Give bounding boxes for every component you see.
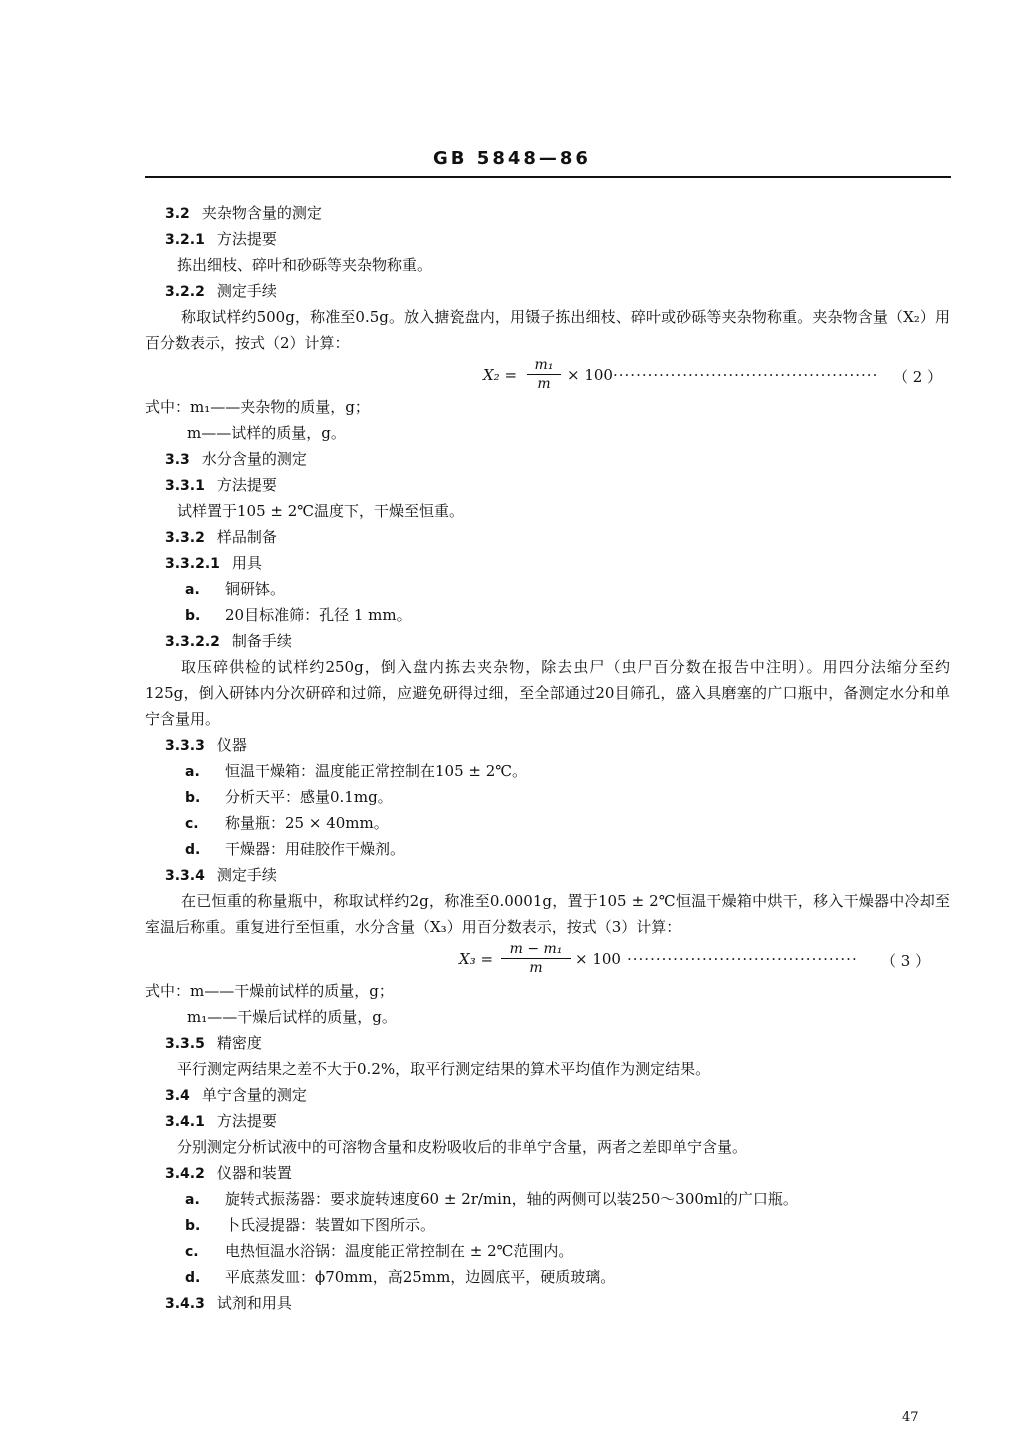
document-body [145,200,950,1316]
list-text: 卜氏浸提器：装置如下图所示。 [225,1216,436,1234]
section-title: 测定手续 [216,282,277,300]
list-item [145,758,950,784]
section-number: 3.3 [165,452,190,468]
section-number: 3.2 [165,206,190,222]
section-number: 3.3.4 [165,868,205,884]
section-number: 3.3.1 [165,478,205,494]
section-3-3-3-heading [145,732,950,758]
section-number: 3.4 [165,1088,190,1104]
paragraph: 分别测定分析试液中的可溶物含量和皮粉吸收后的非单宁含量，两者之差即单宁含量。 [177,1138,748,1156]
list-marker: d. [185,842,201,858]
section-3-3-2-heading [145,524,950,550]
paragraph: 平行测定两结果之差不大于0.2%，取平行测定结果的算术平均值作为测定结果。 [177,1060,711,1078]
list-marker: a. [185,764,200,780]
where-clause: m₁——干燥后试样的质量，g。 [187,1008,397,1026]
formula-fraction [527,356,561,393]
list-marker: a. [185,1192,200,1208]
formula-3 [145,940,950,978]
equation-number: （ 2 ） [893,368,943,386]
list-marker: c. [185,816,199,832]
list-item [145,810,950,836]
section-title: 制备手续 [231,632,292,650]
list-text: 恒温干燥箱：温度能正常控制在105 ± 2℃。 [225,762,528,780]
section-number: 3.3.5 [165,1036,205,1052]
formula-multiplier: × 100 [567,366,613,384]
list-text: 分析天平：感量0.1mg。 [225,788,393,806]
section-title: 用具 [231,554,262,572]
section-3-2-1-heading [145,226,950,252]
section-number: 3.3.2 [165,530,205,546]
list-item [145,1186,950,1212]
section-number: 3.3.2.1 [165,556,220,572]
section-number: 3.4.3 [165,1296,205,1312]
where-clause: m——试样的质量，g。 [187,424,346,442]
section-title: 方法提要 [216,1112,277,1130]
page-number: 47 [902,1410,919,1425]
section-title: 夹杂物含量的测定 [201,204,322,222]
list-text: 电热恒温水浴锅：温度能正常控制在 ± 2℃范围内。 [225,1242,574,1260]
formula-lhs: X₃ = [459,950,494,968]
list-item [145,1212,950,1238]
section-3-4-3-heading [145,1290,950,1316]
fraction-denominator: m [529,960,543,976]
paragraph: 试样置于105 ± 2℃温度下，干燥至恒重。 [177,502,465,520]
list-text: 平底蒸发皿：ϕ70mm，高25mm，边圆底平，硬质玻璃。 [225,1268,616,1286]
section-title: 方法提要 [216,230,277,248]
list-text: 干燥器：用硅胶作干燥剂。 [225,840,406,858]
formula-fraction [501,940,571,977]
section-3-2-heading [145,200,950,226]
where-clause: 式中：m₁——夹杂物的质量，g； [145,398,370,416]
list-item [145,602,950,628]
section-number: 3.4.2 [165,1166,205,1182]
list-marker: c. [185,1244,199,1260]
section-title: 测定手续 [216,866,277,884]
section-3-3-2-2-heading [145,628,950,654]
section-3-3-2-1-heading [145,550,950,576]
section-number: 3.4.1 [165,1114,205,1130]
section-title: 仪器 [216,736,247,754]
paragraph: 称取试样约500g，称准至0.5g。放入搪瓷盘内，用镊子拣出细枝、碎叶或砂砾等夹杂物称重。夹杂物含量（X₂）用百分数表示，按式（2）计算： [145,308,950,352]
section-number: 3.2.2 [165,284,205,300]
formula-2 [145,356,950,394]
where-clause: 式中：m——干燥前试样的质量，g； [145,982,394,1000]
section-3-4-heading [145,1082,950,1108]
formula-lhs: X₂ = [483,366,518,384]
paragraph: 在已恒重的称量瓶中，称取试样约2g，称准至0.0001g，置于105 ± 2℃恒温干燥箱中烘干，移入干燥器中冷却至室温后称重。重复进行至恒重，水分含量（X₃）用百分数表示，按式（3）计算： [145,892,950,936]
equation-number: （ 3 ） [881,952,931,970]
list-text: 称量瓶：25 × 40mm。 [225,814,389,832]
list-text: 20目标准筛：孔径 1 mm。 [225,606,412,624]
section-3-3-4-heading [145,862,950,888]
section-3-3-5-heading [145,1030,950,1056]
standard-code-header: GB 5848—86 [433,148,591,169]
list-marker: b. [185,608,201,624]
list-item [145,1238,950,1264]
section-title: 方法提要 [216,476,277,494]
section-title: 单宁含量的测定 [201,1086,307,1104]
fraction-numerator: m₁ [527,356,561,375]
fraction-numerator: m − m₁ [501,940,571,959]
fraction-denominator: m [537,376,551,392]
section-3-3-heading [145,446,950,472]
list-item [145,1264,950,1290]
list-item [145,576,950,602]
section-number: 3.2.1 [165,232,205,248]
list-item [145,784,950,810]
section-3-4-2-heading [145,1160,950,1186]
section-3-4-1-heading [145,1108,950,1134]
section-number: 3.3.2.2 [165,634,220,650]
paragraph: 拣出细枝、碎叶和砂砾等夹杂物称重。 [177,256,433,274]
list-text: 旋转式振荡器：要求旋转速度60 ± 2r/min，轴的两侧可以装250～300ml的广口瓶。 [225,1190,798,1208]
section-title: 样品制备 [216,528,277,546]
leader-dots: ········································ [627,950,858,968]
section-3-3-1-heading [145,472,950,498]
list-text: 铜研钵。 [225,580,286,598]
list-item [145,836,950,862]
header-rule [145,176,951,178]
formula-multiplier: × 100 [575,950,621,968]
leader-dots: ·············································· [613,366,879,384]
paragraph: 取压碎供检的试样约250g，倒入盘内拣去夹杂物，除去虫尸（虫尸百分数在报告中注明）。用四分法缩分至约125g，倒入研钵内分次研碎和过筛，应避免研得过细，至全部通过20目筛孔，盛入具磨塞的广口瓶中，备测定水分和单宁含量用。 [145,658,950,728]
section-title: 水分含量的测定 [201,450,307,468]
section-title: 试剂和用具 [216,1294,292,1312]
section-title: 仪器和装置 [216,1164,292,1182]
list-marker: b. [185,790,201,806]
list-marker: a. [185,582,200,598]
section-number: 3.3.3 [165,738,205,754]
list-marker: b. [185,1218,201,1234]
section-title: 精密度 [216,1034,262,1052]
list-marker: d. [185,1270,201,1286]
section-3-2-2-heading [145,278,950,304]
